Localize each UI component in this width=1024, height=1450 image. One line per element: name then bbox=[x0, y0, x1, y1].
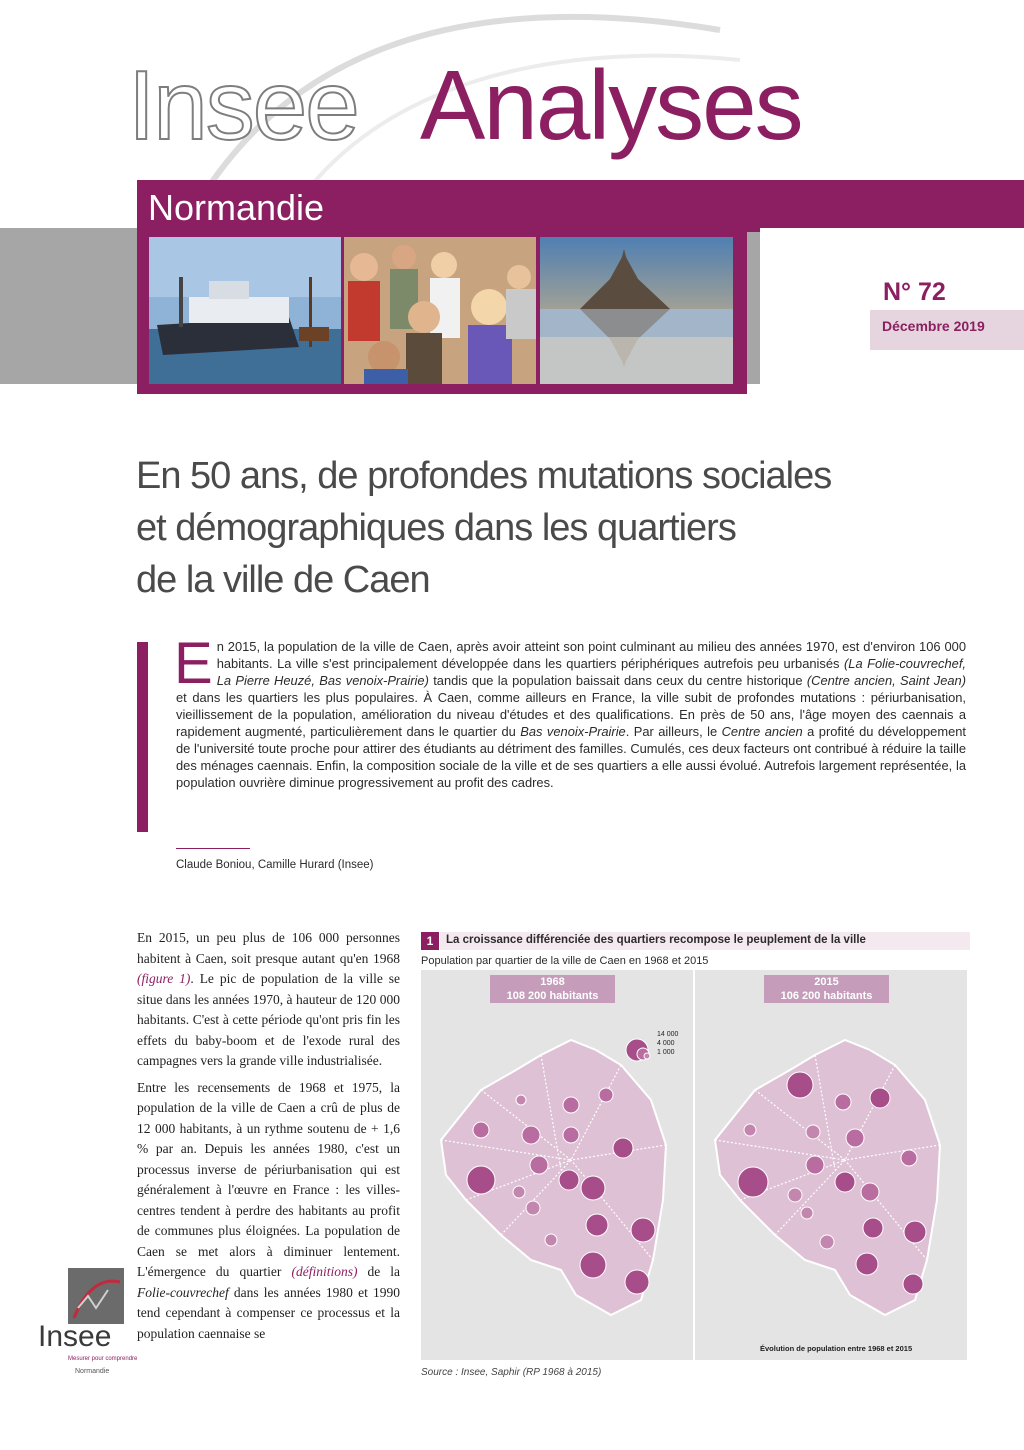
body-text: En 2015, un peu plus de 106 000 personnes habitent à Caen, soit presque autant qu'en 1968 bbox=[137, 930, 400, 966]
body-paragraph bbox=[137, 928, 400, 1072]
abstract-italic: (La Folie-couvrechef, La Pierre Heuzé, Bas venoix-Prairie) bbox=[216, 656, 967, 688]
abstract-text: tandis que la population baissait dans ceux du centre historique bbox=[428, 673, 807, 688]
issue-date: Décembre 2019 bbox=[882, 318, 985, 334]
definitions-link[interactable]: (définitions) bbox=[291, 1264, 358, 1279]
abstract-italic: Centre ancien bbox=[721, 724, 803, 739]
map-1968 bbox=[421, 970, 693, 1360]
map-2015-header bbox=[764, 975, 889, 1003]
abstract-text: . Par ailleurs, le bbox=[625, 724, 722, 739]
legend-value: 4 000 bbox=[657, 1040, 675, 1047]
legend-value: 14 000 bbox=[657, 1031, 679, 1038]
title-line: et démographiques dans les quartiers bbox=[136, 507, 736, 549]
article-title bbox=[136, 450, 956, 606]
figure-number: 1 bbox=[421, 932, 439, 950]
body-column bbox=[137, 928, 400, 1350]
title-line: de la ville de Caen bbox=[136, 559, 430, 601]
insee-logo-mark bbox=[68, 1268, 124, 1324]
insee-logo-word: Insee bbox=[38, 1320, 112, 1353]
abstract-accent-bar bbox=[137, 642, 148, 832]
size-legend bbox=[657, 1030, 678, 1057]
logo-swoosh-icon bbox=[68, 1268, 124, 1324]
brand-analyses: Analyses bbox=[420, 50, 802, 160]
abstract-italic: (Centre ancien, Saint Jean) bbox=[806, 673, 966, 688]
authors: Claude Boniou, Camille Hurard (Insee) bbox=[176, 859, 374, 871]
abstract-italic: Bas venoix-Prairie bbox=[520, 724, 626, 739]
body-text: . Le pic de population de la ville se situe dans les années 1970, à hauteur de 120 000 habitants. C'est à cette période qu'ont pris fin les effets du baby-boom et de l'exode rural des campagnes vers la grande ville industrialisée. bbox=[137, 971, 400, 1068]
map-1968-total: 108 200 habitants bbox=[506, 990, 599, 1002]
map-2015-total: 106 200 habitants bbox=[780, 990, 873, 1002]
map-1968-panel bbox=[421, 970, 693, 1360]
region-label: Normandie bbox=[148, 187, 325, 228]
body-text: de la bbox=[357, 1264, 400, 1279]
map-1968-header bbox=[490, 975, 615, 1003]
abstract-text: et dans les quartiers les plus populaires. À Caen, comme ailleurs en France, la ville subit de profondes mutations : périurbanisation, vieillissement de la population, amélioration du niveau d'études et des qualifications. En près de 50 ans, l'âge moyen des caennais a rapidement augmenté, particulièrement dans le quartier du bbox=[176, 690, 966, 739]
body-text: Entre les recensements de 1968 et 1975, la population de la ville de Caen a crû de plus de 12 000 habitants, à un rythme soutenu de + 1,6 % par an. Depuis les années 1980, c'est un processus inverse de périurbanisation qui est généralement à l'œuvre en France : les villes-centres tendent à perdre des habitants au profit de communes plus éloignées. La population de Caen se met alors à diminuer lentement. L'émergence du quartier bbox=[137, 1079, 400, 1279]
map-2015-panel bbox=[695, 970, 967, 1360]
abstract-dropcap: E bbox=[174, 631, 213, 696]
body-text: dans les années 1980 et 1990 tend cependant à compenser ce processus et la population caennaise se bbox=[137, 1284, 400, 1341]
brand-insee: Insee bbox=[128, 50, 358, 160]
figure-title: La croissance différenciée des quartiers recompose le peuplement de la ville bbox=[446, 934, 866, 946]
map-caption: Évolution de population entre 1968 et 2015 bbox=[760, 1344, 913, 1353]
mont-saint-michel-photo bbox=[540, 237, 733, 384]
authors-rule bbox=[176, 848, 250, 849]
figure-1-link[interactable]: (figure 1) bbox=[137, 971, 191, 986]
map-2015-year: 2015 bbox=[814, 976, 839, 988]
insee-logo-region: Normandie bbox=[75, 1368, 110, 1375]
crowd-photo bbox=[344, 237, 536, 384]
abstract-text: a profité du développement de l'université toute proche pour attirer des étudiants au détriment des familles. Cumulés, ces deux facteurs ont contribué à réduire la taille des ménages caennais. Enfin, la composition sociale de la ville et de ses quartiers a elle aussi évolué. Autrefois largement représentée, la population ouvrière diminue progressivement au profit des cadres. bbox=[176, 724, 966, 790]
body-italic: Folie-couvrechef bbox=[137, 1284, 229, 1300]
title-line: En 50 ans, de profondes mutations sociales bbox=[136, 455, 832, 497]
figure-source: Source : Insee, Saphir (RP 1968 à 2015) bbox=[421, 1367, 602, 1378]
insee-logo-tagline: Mesurer pour comprendre bbox=[68, 1356, 138, 1362]
map-1968-year: 1968 bbox=[540, 976, 565, 988]
abstract bbox=[174, 631, 967, 791]
body-paragraph bbox=[137, 1078, 400, 1345]
map-2015 bbox=[695, 970, 967, 1360]
figure-subtitle: Population par quartier de la ville de Caen en 1968 et 2015 bbox=[421, 955, 709, 967]
ferry-photo bbox=[149, 237, 341, 384]
legend-value: 1 000 bbox=[657, 1049, 675, 1056]
issue-number: N° 72 bbox=[883, 278, 946, 306]
abstract-text: n 2015, la population de la ville de Caen, après avoir atteint son point culminant au milieu des années 1970, est d'environ 106 000 habitants. La ville s'est principalement développée dans les quartiers périphériques autrefois peu urbanisés bbox=[216, 639, 966, 671]
